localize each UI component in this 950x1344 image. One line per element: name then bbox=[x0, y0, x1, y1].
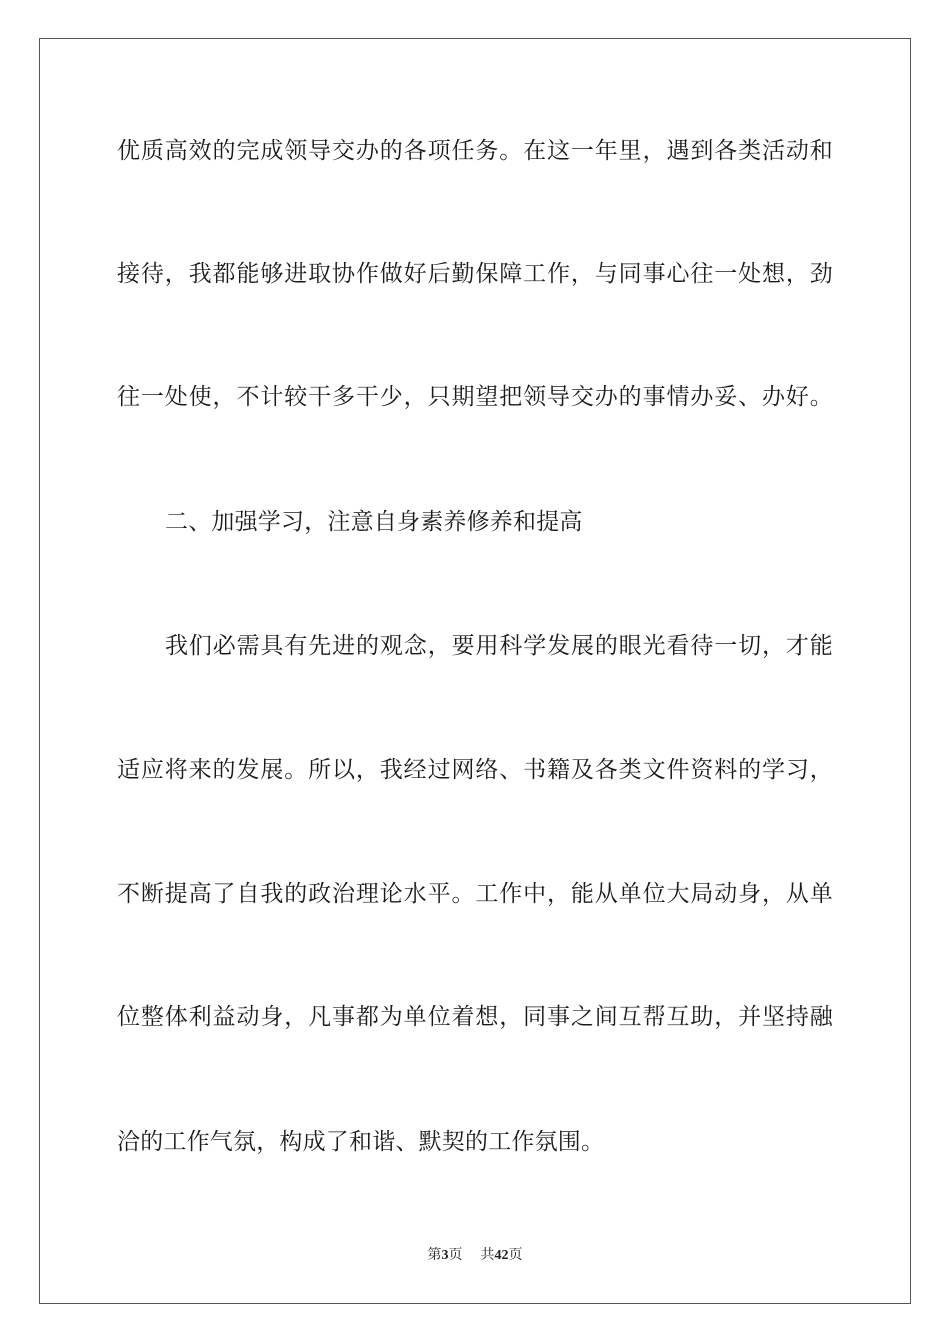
paragraph-line-8: 洽的工作气氛，构成了和谐、默契的工作氛围。 bbox=[117, 1129, 605, 1155]
page-suffix: 页 bbox=[448, 1248, 463, 1263]
page-number: 3 bbox=[441, 1248, 449, 1263]
page-border bbox=[39, 38, 911, 1304]
paragraph-line-1: 优质高效的完成领导交办的各项任务。在这一年里，遇到各类活动和 bbox=[117, 138, 833, 164]
paragraph-line-5: 适应将来的发展。所以，我经过网络、书籍及各类文件资料的学习， bbox=[117, 757, 833, 783]
paragraph-line-3: 往一处使，不计较干多干少，只期望把领导交办的事情办妥、办好。 bbox=[117, 384, 833, 410]
paragraph-line-2: 接待，我都能够进取协作做好后勤保障工作，与同事心往一处想，劲 bbox=[117, 261, 833, 287]
total-pages: 42 bbox=[494, 1248, 509, 1263]
paragraph-line-6: 不断提高了自我的政治理论水平。工作中，能从单位大局动身，从单 bbox=[117, 881, 833, 907]
paragraph-line-7: 位整体利益动身，凡事都为单位着想，同事之间互帮互助，并坚持融 bbox=[117, 1004, 833, 1030]
paragraph-line-4: 我们必需具有先进的观念，要用科学发展的眼光看待一切，才能 bbox=[165, 633, 833, 659]
page-footer bbox=[0, 1246, 950, 1266]
section-heading: 二、加强学习，注意自身素养修养和提高 bbox=[165, 509, 583, 535]
total-prefix: 共 bbox=[480, 1248, 495, 1263]
page-prefix: 第 bbox=[427, 1248, 442, 1263]
total-suffix: 页 bbox=[508, 1248, 523, 1263]
